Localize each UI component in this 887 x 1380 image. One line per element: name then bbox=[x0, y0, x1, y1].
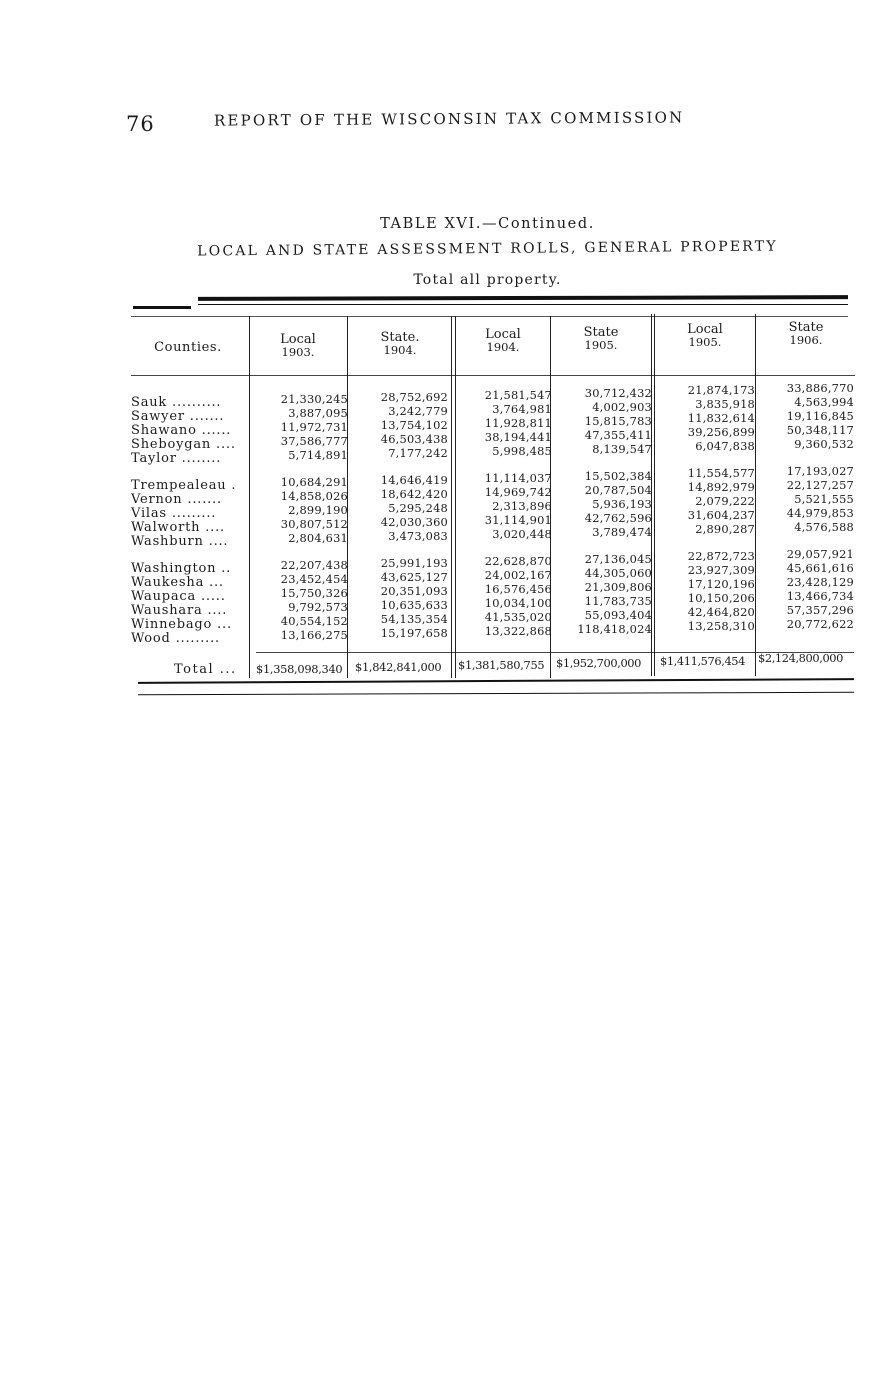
table-cell: 24,002,167 bbox=[484, 568, 552, 582]
table-cell: 3,242,779 bbox=[388, 404, 448, 418]
table-cell: 11,783,735 bbox=[584, 594, 652, 608]
county-name: Vilas ......... bbox=[131, 506, 217, 521]
table-cell: 39,256,899 bbox=[687, 425, 755, 439]
total-value: $1,952,700,000 bbox=[556, 656, 641, 670]
table-header-rule bbox=[131, 375, 855, 376]
table-cell: 9,360,532 bbox=[794, 437, 854, 451]
table-cell: 47,355,411 bbox=[584, 428, 652, 442]
county-name: Waushara .... bbox=[131, 603, 228, 618]
table-cell: 46,503,438 bbox=[380, 432, 448, 446]
table-top-rule-thick bbox=[198, 295, 848, 301]
column-header-label: State. bbox=[380, 330, 420, 345]
county-name: Trempealeau . bbox=[131, 478, 237, 493]
table-heading: LOCAL AND STATE ASSESSMENT ROLLS, GENERAL PROPERTY bbox=[197, 238, 778, 260]
page-number: 76 bbox=[126, 112, 155, 136]
table-cell: 54,135,354 bbox=[380, 612, 448, 626]
table-cell: 33,886,770 bbox=[786, 381, 854, 395]
total-value: $1,842,841,000 bbox=[355, 660, 442, 674]
county-name: Waupaca ..... bbox=[131, 589, 226, 604]
table-cell: 21,581,547 bbox=[484, 388, 552, 402]
table-cell: 9,792,573 bbox=[288, 600, 348, 614]
column-header-year: 1904. bbox=[486, 340, 520, 354]
table-cell: 15,197,658 bbox=[380, 626, 448, 640]
table-cell: 23,428,129 bbox=[786, 575, 854, 589]
table-cell: 43,625,127 bbox=[380, 570, 448, 584]
table-cell: 14,858,026 bbox=[280, 489, 348, 503]
column-header-year: 1903. bbox=[281, 345, 315, 359]
column-header-year: 1905. bbox=[688, 335, 722, 349]
county-name: Wood ......... bbox=[131, 631, 220, 646]
table-cell: 15,815,783 bbox=[584, 414, 652, 428]
column-state-1905 bbox=[552, 386, 652, 636]
table-cell: 11,832,614 bbox=[687, 411, 755, 425]
table-cell: 2,313,896 bbox=[492, 499, 552, 513]
table-cell: 11,928,811 bbox=[484, 416, 552, 430]
table-cell: 20,351,093 bbox=[380, 584, 448, 598]
column-header-year: 1905. bbox=[584, 338, 618, 352]
table-top-rule-hairline bbox=[131, 316, 848, 317]
table-cell: 13,258,310 bbox=[687, 619, 755, 633]
table-cell: 28,752,692 bbox=[380, 390, 448, 404]
column-local-1903 bbox=[250, 392, 348, 642]
table-cell: 22,207,438 bbox=[280, 558, 348, 572]
table-cell: 10,034,100 bbox=[484, 596, 552, 610]
table-cell: 4,563,994 bbox=[794, 395, 854, 409]
table-cell: 20,772,622 bbox=[786, 617, 854, 631]
table-top-rule-thin bbox=[198, 304, 848, 305]
table-cell: 23,452,454 bbox=[280, 572, 348, 586]
table-cell: 22,872,723 bbox=[687, 549, 755, 563]
table-cell: 8,139,547 bbox=[592, 442, 652, 456]
table-cell: 5,521,555 bbox=[794, 492, 854, 506]
table-cell: 11,554,577 bbox=[687, 466, 755, 480]
column-header-label: Local bbox=[280, 332, 316, 347]
table-cell: 5,714,891 bbox=[288, 448, 348, 462]
total-label: Total ... bbox=[174, 662, 237, 677]
total-value: $1,381,580,755 bbox=[458, 658, 545, 672]
column-local-1904 bbox=[456, 388, 552, 638]
table-cell: 16,576,456 bbox=[484, 582, 552, 596]
column-header-year: 1904. bbox=[383, 343, 417, 357]
county-name: Walworth .... bbox=[131, 520, 225, 535]
total-value: $1,358,098,340 bbox=[256, 662, 343, 676]
column-header bbox=[458, 328, 548, 354]
county-name: Washington .. bbox=[131, 561, 232, 576]
table-cell: 55,093,404 bbox=[584, 608, 652, 622]
table-cell: 38,194,441 bbox=[484, 430, 552, 444]
table-cell: 3,887,095 bbox=[288, 406, 348, 420]
table-cell: 3,789,474 bbox=[592, 525, 652, 539]
table-cell: 10,635,633 bbox=[380, 598, 448, 612]
table-cell: 2,899,190 bbox=[288, 503, 348, 517]
table-cell: 20,787,504 bbox=[584, 483, 652, 497]
table-cell: 5,295,248 bbox=[388, 501, 448, 515]
table-cell: 13,166,275 bbox=[280, 628, 348, 642]
running-head: REPORT OF THE WISCONSIN TAX COMMISSION bbox=[213, 108, 685, 130]
table-cell: 5,936,193 bbox=[592, 497, 652, 511]
table-cell: 44,979,853 bbox=[786, 506, 854, 520]
column-state-1906 bbox=[755, 381, 854, 631]
county-names-column bbox=[131, 396, 236, 646]
column-local-1905 bbox=[655, 383, 755, 633]
county-name: Sheboygan .... bbox=[131, 437, 236, 452]
table-cell: 118,418,024 bbox=[577, 622, 652, 636]
table-cell: 50,348,117 bbox=[786, 423, 854, 437]
table-cell: 30,712,432 bbox=[584, 386, 652, 400]
table-cell: 7,177,242 bbox=[388, 446, 448, 460]
table-bottom-rule-2 bbox=[138, 692, 854, 695]
table-cell: 2,890,287 bbox=[695, 522, 755, 536]
table-cell: 57,357,296 bbox=[786, 603, 854, 617]
table-cell: 37,586,777 bbox=[280, 434, 348, 448]
table-cell: 42,030,360 bbox=[380, 515, 448, 529]
table-cell: 6,047,838 bbox=[695, 439, 755, 453]
county-name: Shawano ...... bbox=[131, 423, 232, 438]
county-name: Sauk .......... bbox=[131, 395, 222, 410]
table-cell: 15,750,326 bbox=[280, 586, 348, 600]
table-cell: 3,764,981 bbox=[492, 402, 552, 416]
table-cell: 19,116,845 bbox=[786, 409, 854, 423]
table-cell: 3,020,448 bbox=[492, 527, 552, 541]
total-value: $2,124,800,000 bbox=[758, 651, 843, 665]
column-header-label: Local bbox=[687, 322, 723, 337]
table-cell: 22,628,870 bbox=[484, 554, 552, 568]
table-cell: 27,136,045 bbox=[584, 552, 652, 566]
total-value: $1,411,576,454 bbox=[660, 654, 745, 668]
table-cell: 42,762,596 bbox=[584, 511, 652, 525]
table-cell: 4,576,588 bbox=[794, 520, 854, 534]
table-cell: 45,661,616 bbox=[786, 561, 854, 575]
column-header-year: 1906. bbox=[789, 333, 823, 347]
table-title: TABLE XVI.—Continued. bbox=[380, 216, 595, 232]
table-cell: 23,927,309 bbox=[687, 563, 755, 577]
table-cell: 40,554,152 bbox=[280, 614, 348, 628]
table-cell: 4,002,903 bbox=[592, 400, 652, 414]
table-cell: 11,972,731 bbox=[280, 420, 348, 434]
column-state-1904 bbox=[348, 390, 448, 640]
table-cell: 41,535,020 bbox=[484, 610, 552, 624]
counties-header: Counties. bbox=[154, 340, 222, 355]
table-cell: 30,807,512 bbox=[280, 517, 348, 531]
table-cell: 2,079,222 bbox=[695, 494, 755, 508]
county-name: Winnebago ... bbox=[131, 617, 232, 632]
table-cell: 14,646,419 bbox=[380, 473, 448, 487]
table-cell: 21,330,245 bbox=[280, 392, 348, 406]
column-header bbox=[758, 321, 854, 347]
table-cell: 10,684,291 bbox=[280, 475, 348, 489]
table-bottom-rule bbox=[138, 678, 854, 684]
table-cell: 29,057,921 bbox=[786, 547, 854, 561]
table-cell: 15,502,384 bbox=[584, 469, 652, 483]
table-cell: 44,305,060 bbox=[584, 566, 652, 580]
table-cell: 10,150,206 bbox=[687, 591, 755, 605]
county-name: Sawyer ....... bbox=[131, 409, 225, 424]
column-header bbox=[252, 333, 344, 359]
table-cell: 21,309,806 bbox=[584, 580, 652, 594]
table-cell: 18,642,420 bbox=[380, 487, 448, 501]
county-name: Waukesha ... bbox=[131, 575, 224, 590]
table-cell: 31,114,901 bbox=[484, 513, 552, 527]
table-cell: 11,114,037 bbox=[484, 471, 552, 485]
table-cell: 14,969,742 bbox=[484, 485, 552, 499]
table-cell: 17,120,196 bbox=[687, 577, 755, 591]
table-cell: 13,466,734 bbox=[786, 589, 854, 603]
table-cell: 2,804,631 bbox=[288, 531, 348, 545]
county-name: Vernon ....... bbox=[131, 492, 222, 507]
table-cell: 3,473,083 bbox=[388, 529, 448, 543]
column-header-label: State bbox=[583, 325, 619, 340]
column-separator bbox=[451, 316, 452, 678]
table-cell: 13,754,102 bbox=[380, 418, 448, 432]
column-header bbox=[657, 323, 753, 349]
column-header-label: State bbox=[788, 320, 824, 335]
table-cell: 5,998,485 bbox=[492, 444, 552, 458]
table-cell: 17,193,027 bbox=[786, 464, 854, 478]
county-name: Taylor ........ bbox=[131, 451, 222, 466]
column-header bbox=[350, 331, 450, 357]
table-cell: 42,464,820 bbox=[687, 605, 755, 619]
table-cell: 3,835,918 bbox=[695, 397, 755, 411]
column-header bbox=[553, 326, 649, 352]
table-cell: 21,874,173 bbox=[687, 383, 755, 397]
table-cell: 25,991,193 bbox=[380, 556, 448, 570]
table-cell: 13,322,868 bbox=[484, 624, 552, 638]
table-cell: 31,604,237 bbox=[687, 508, 755, 522]
table-cell: 22,127,257 bbox=[786, 478, 854, 492]
table-subheading: Total all property. bbox=[413, 272, 562, 288]
county-name: Washburn .... bbox=[131, 534, 229, 549]
column-header-label: Local bbox=[485, 327, 521, 342]
table-top-rule-thick-left bbox=[133, 306, 191, 309]
table-cell: 14,892,979 bbox=[687, 480, 755, 494]
